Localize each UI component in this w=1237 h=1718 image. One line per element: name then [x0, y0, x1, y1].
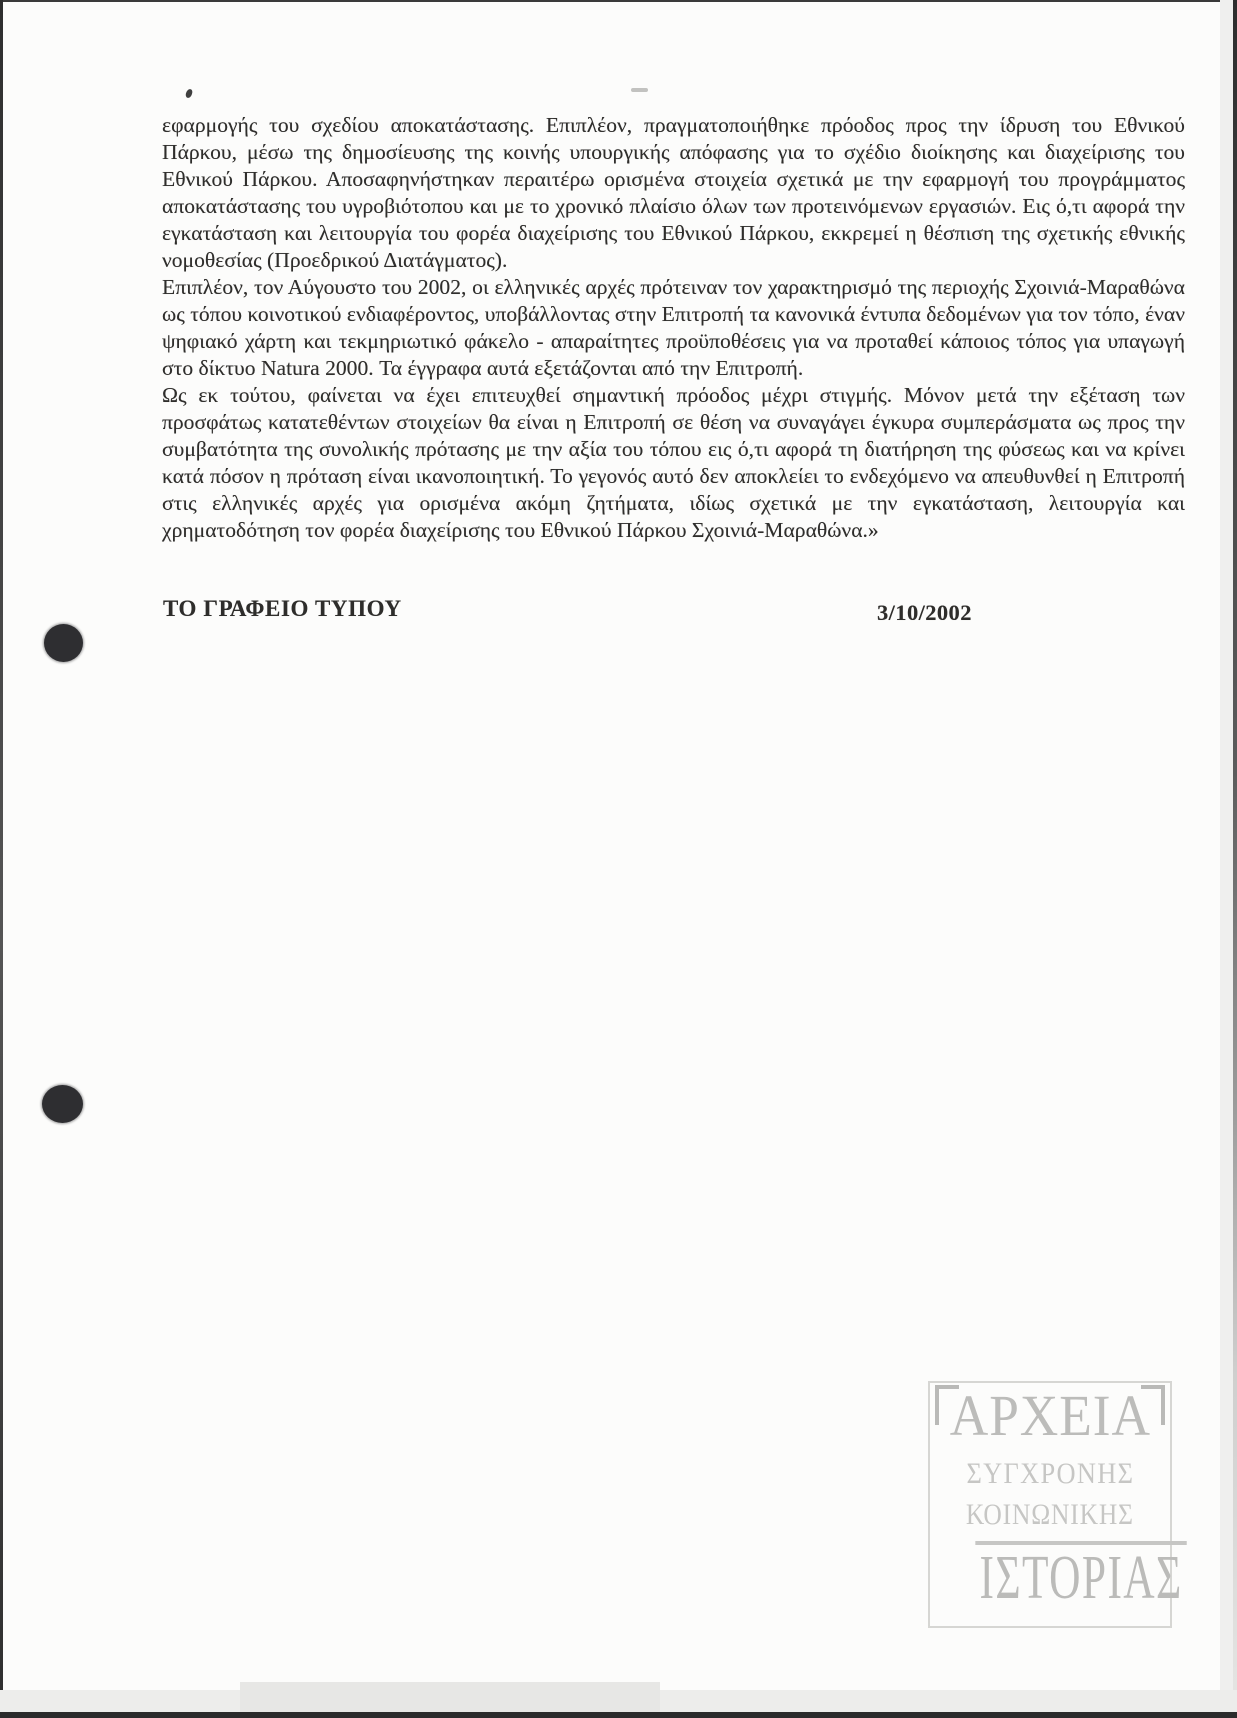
scan-edge-right-line [1233, 0, 1237, 1718]
scan-edge-bottom-line [0, 1712, 1237, 1718]
scan-speck [631, 88, 648, 92]
hole-punch-bottom [42, 1085, 83, 1123]
stamp-line-archeia: ΑΡΧΕΙΑ [949, 1383, 1151, 1448]
press-office-label: ΤΟ ΓΡΑΦΕΙΟ ΤΥΠΟΥ [163, 596, 402, 621]
scan-edge-top [0, 0, 1237, 2]
body-paragraph-2: Επιπλέον, τον Αύγουστο του 2002, οι ελληνικές αρχές πρότειναν τον χαρακτηρισμό της περιοχής Σχοινιά-Μαραθώνα ως τόπου κοινοτικού ενδιαφέροντος, υποβάλλοντας στην Επιτροπή τα κανονικά έντυπα δεδομένων για τον τόπο, έναν ψηφιακό χάρτη και τεκμηριωτικό φάκελο - απαραίτητες προϋποθέσεις για να προταθεί κάποιος τόπος για υπαγωγή στο δίκτυο Natura 2000. Τα έγγραφα αυτά εξετάζονται από την Επιτροπή. [162, 275, 1185, 380]
hole-punch-top [44, 624, 83, 662]
stamp-line-koinonikis: ΚΟΙΝΩΝΙΚΗΣ [965, 1498, 1135, 1531]
stamp-line-sygchronis: ΣΥΓΧΡΟΝΗΣ [966, 1457, 1134, 1490]
body-paragraph-1: εφαρμογής του σχεδίου αποκατάστασης. Επιπλέον, πραγματοποιήθηκε πρόοδος προς την ίδρυση του Εθνικού Πάρκου, μέσω της δημοσίευσης της κοινής υπουργικής απόφασης για το σχέδιο διοίκησης και διαχείρισης του Εθνικού Πάρκου. Αποσαφηνήστηκαν περαιτέρω ορισμένα στοιχεία σχετικά με την εφαρμογή του προγράμματος αποκατάστασης του υγροβιότοπου και με το χρονικό πλαίσιο όλων των προτεινόμενων εργασιών. Εις ό,τι αφορά την εγκατάσταση και λειτουργία του φορέα διαχείρισης του Εθνικού Πάρκου, εκκρεμεί η θέσπιση της σχετικής εθνικής νομοθεσίας (Προεδρικού Διατάγματος). [162, 113, 1185, 272]
archive-stamp [928, 1381, 1183, 1628]
stamp-line-istorias: ΙΣΤΟΡΙΑΣ [930, 1541, 1170, 1611]
body-paragraph-3: Ως εκ τούτου, φαίνεται να έχει επιτευχθεί σημαντική πρόοδος μέχρι στιγμής. Μόνον μετά την εξέταση των προσφάτως κατατεθέντων στοιχείων θα είναι η Επιτροπή σε θέση να συναγάγει έγκυρα συμπεράσματα ως προς την συμβατότητα της συνολικής πρότασης με την αξία του τόπου εις ό,τι αφορά τη διατήρηση της φύσεως και να κρίνει κατά πόσον η πρόταση είναι ικανοποιητική. Το γεγονός αυτό δεν αποκλείει το ενδεχόμενο να απευθυνθεί η Επιτροπή στις ελληνικές αρχές για ορισμένα ακόμη ζητήματα, ιδίως σχετικά με την εγκατάσταση, λειτουργία και χρηματοδότηση τον φορέα διαχείρισης του Εθνικού Πάρκου Σχοινιά-Μαραθώνα.» [162, 383, 1185, 542]
scan-edge-bottom-smudge [240, 1682, 660, 1712]
scan-edge-left [0, 0, 3, 1718]
press-release-body [162, 112, 1185, 544]
scan-speck [185, 88, 193, 98]
document-date: 3/10/2002 [877, 600, 972, 625]
